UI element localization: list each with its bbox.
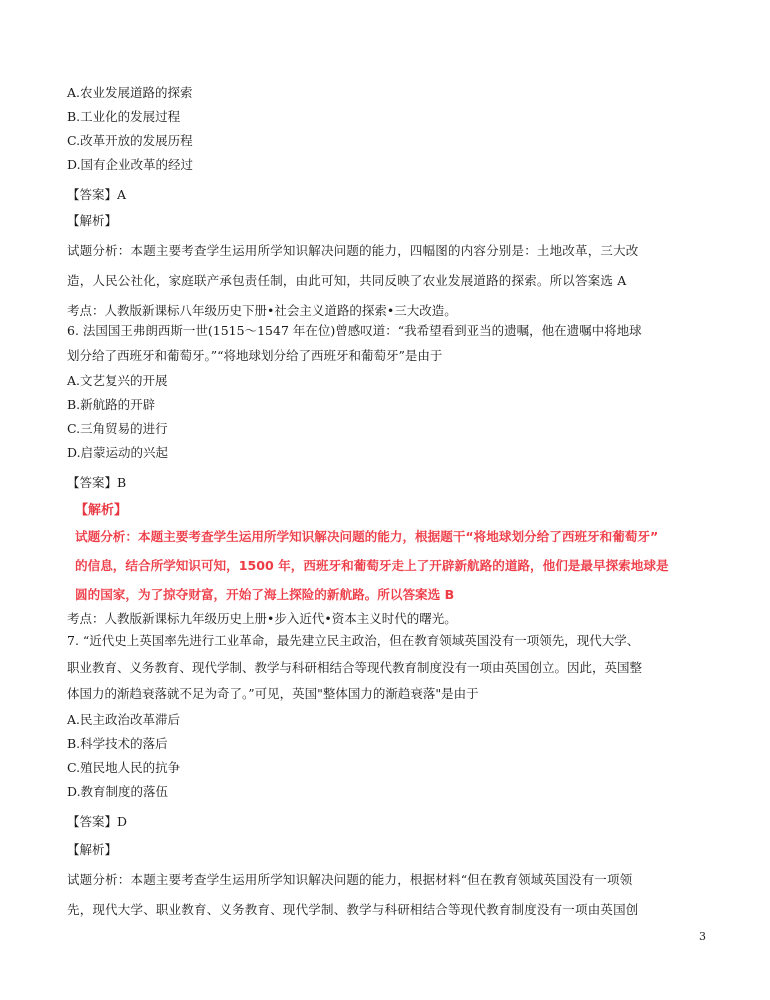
q5-analysis-label: 【解析】 [67,213,118,228]
q6-stem-line-1: 6. 法国国王弗朗西斯一世(1515～1547 年在位)曾感叹道：“我希望看到亚当的遗嘱，他在遗嘱中将地球 [67,323,642,338]
q5-option-b: B.工业化的发展过程 [67,109,181,124]
q5-analysis-line-1: 试题分析：本题主要考查学生运用所学知识解决问题的能力，四幅图的内容分别是：土地改革，三大改 [67,243,639,258]
q6-option-b: B.新航路的开辟 [67,397,156,412]
q7-stem-line-2: 职业教育、义务教育、现代学制、教学与科研相结合等现代教育制度没有一项由英国创立。因此，英国整 [67,660,643,675]
page-number: 3 [699,930,706,943]
q5-option-c: C.改革开放的发展历程 [67,133,193,148]
q7-analysis-label: 【解析】 [67,842,118,857]
q6-analysis-line-2: 的信息，结合所学知识可知，1500 年，西班牙和葡萄牙走上了开辟新航路的道路，他们是最早探索地球是 [75,558,669,573]
q6-answer: 【答案】B [67,475,127,490]
q7-stem-line-3: 体国力的渐趋衰落就不足为奇了。”可见，英国"整体国力的渐趋衰落"是由于 [67,686,479,701]
q6-option-a: A.文艺复兴的开展 [67,373,168,388]
q6-stem-line-2: 划分给了西班牙和葡萄牙。”“将地球划分给了西班牙和葡萄牙”是由于 [67,348,443,363]
q5-analysis-line-2: 造，人民公社化，家庭联产承包责任制，由此可知，共同反映了农业发展道路的探索。所以答案选 A [67,273,627,288]
q7-answer: 【答案】D [67,814,128,829]
q5-option-a: A.农业发展道路的探索 [67,85,193,100]
q7-option-d: D.教育制度的落伍 [67,784,169,799]
q7-analysis-line-1: 试题分析：本题主要考查学生运用所学知识解决问题的能力，根据材料“但在教育领域英国没有一项领 [67,872,633,887]
q6-analysis-label: 【解析】 [75,503,128,518]
q6-option-c: C.三角贸易的进行 [67,421,168,436]
q5-kaodian: 考点：人教版新课标八年级历史下册•社会主义道路的探索•三大改造。 [67,303,457,318]
q7-stem-line-1: 7. “近代史上英国率先进行工业革命，最先建立民主政治，但在教育领域英国没有一项领先，现代大学、 [67,633,640,648]
q7-analysis-line-2: 先，现代大学、职业教育、义务教育、现代学制、教学与科研相结合等现代教育制度没有一项由英国创 [67,902,639,917]
q5-option-d: D.国有企业改革的经过 [67,157,194,172]
q6-option-d: D.启蒙运动的兴起 [67,445,169,460]
q6-kaodian: 考点：人教版新课标九年级历史上册•步入近代•资本主义时代的曙光。 [67,611,457,626]
q7-option-a: A.民主政治改革滞后 [67,712,181,727]
q5-answer: 【答案】A [67,187,127,202]
q6-analysis-line-1: 试题分析：本题主要考查学生运用所学知识解决问题的能力，根据题干“将地球划分给了西班牙和葡萄牙” [75,529,659,544]
q7-option-c: C.殖民地人民的抗争 [67,760,181,775]
q7-option-b: B.科学技术的落后 [67,736,168,751]
q6-analysis-line-3: 圆的国家，为了掠夺财富，开始了海上探险的新航路。所以答案选 B [75,587,455,602]
